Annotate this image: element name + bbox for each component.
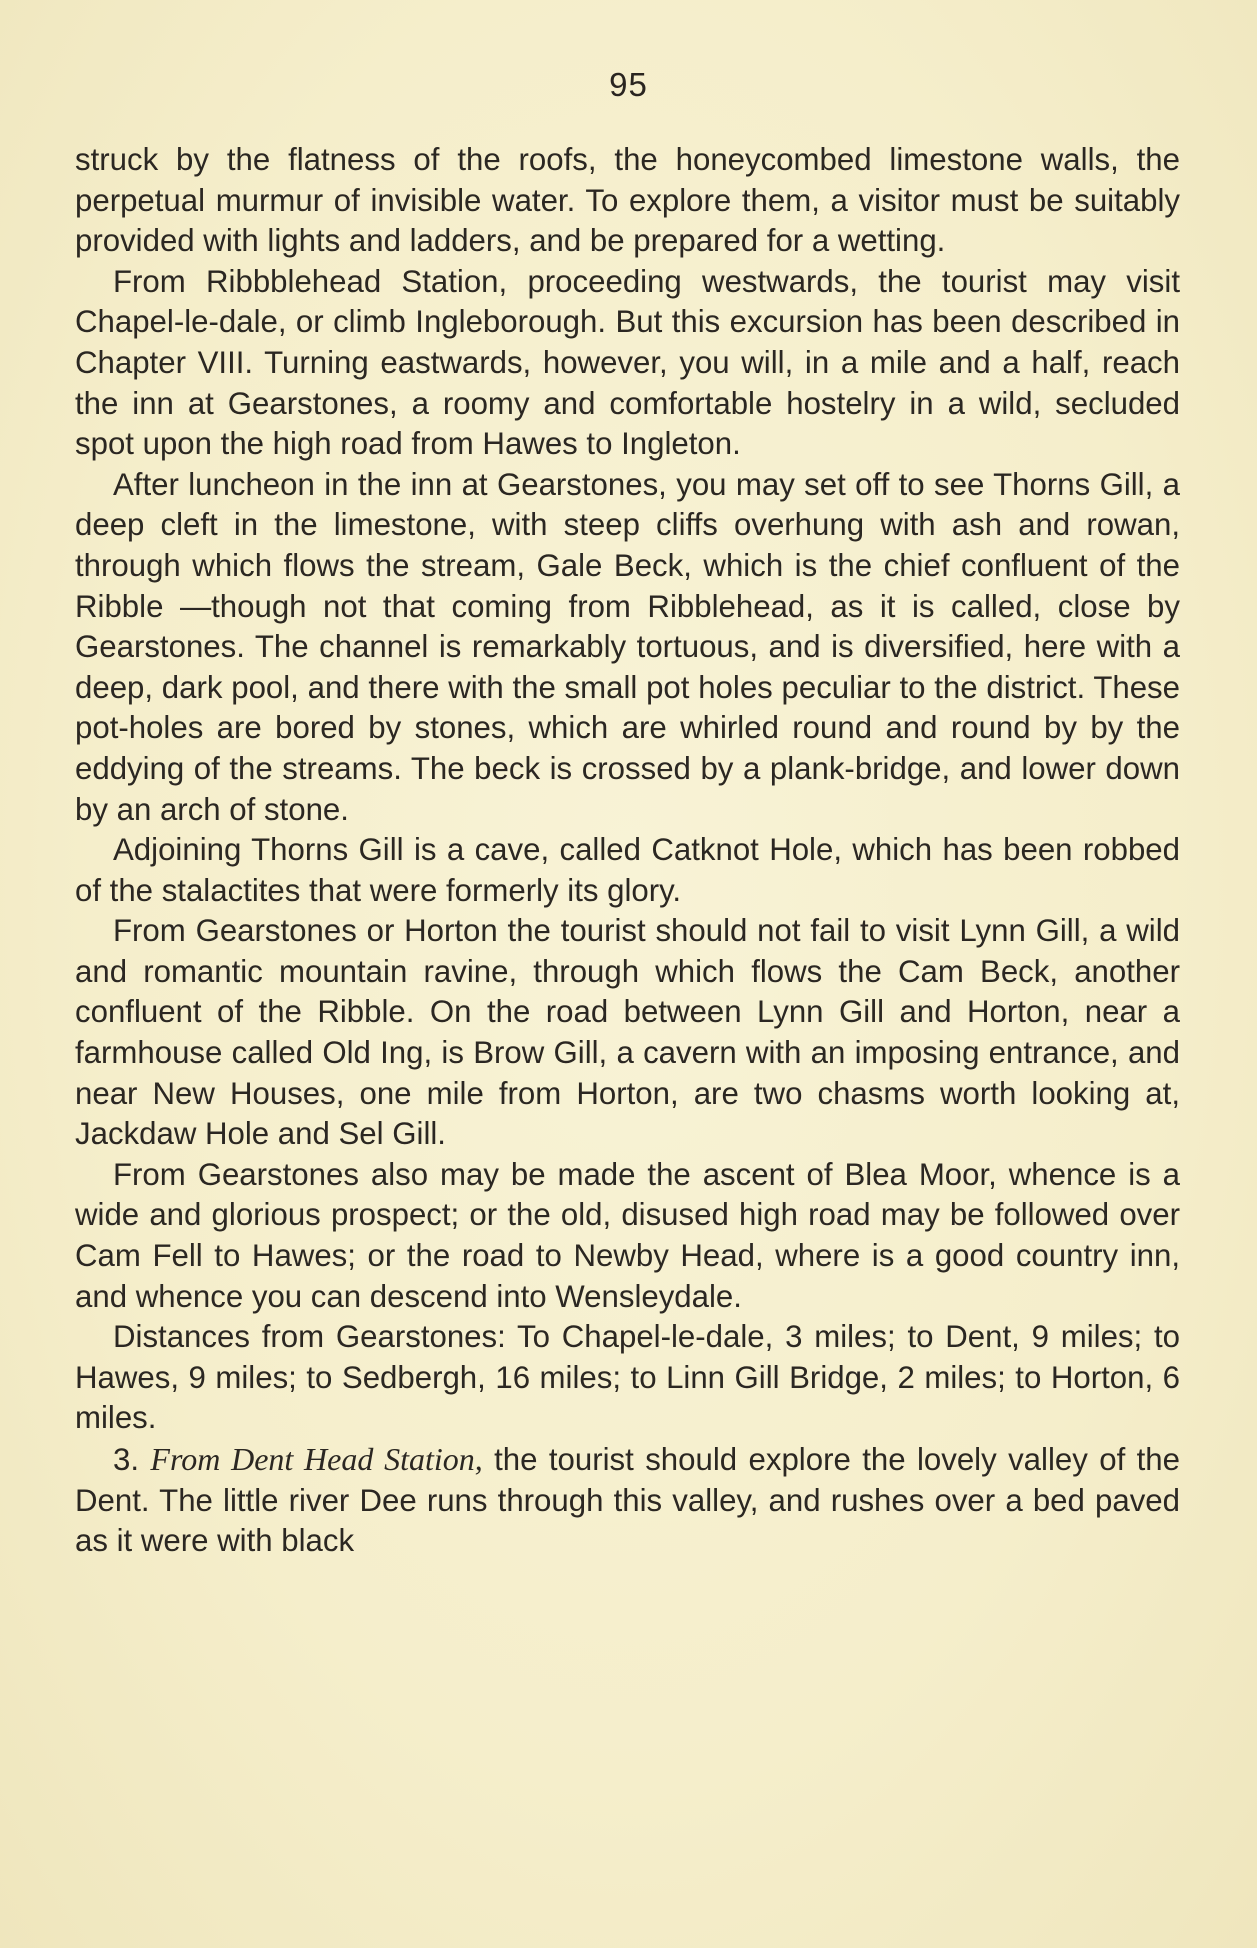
section-heading-italic: From Dent Head Station, (150, 1441, 483, 1477)
page-number: 95 (609, 66, 648, 103)
paragraph-4: Adjoining Thorns Gill is a cave, called Catknot Hole, which has been robbed of the stalactites that were formerly its glory. (75, 832, 1180, 908)
paragraph-8-text: the tourist should explore the lovely valley of the Dent. The little river Dee runs through this valley, and rushes over a bed paved as it were with black (75, 1442, 1180, 1559)
paragraph-1: struck by the flatness of the roofs, the honeycombed limestone walls, the perpetual murmur of invisible water. To explore them, a visitor must be suitably provided with lights and ladders, and be prepared for a wetting. (75, 142, 1180, 259)
paragraph-7: Distances from Gearstones: To Chapel-le-dale, 3 miles; to Dent, 9 miles; to Hawes, 9 miles; to Sedbergh, 16 miles; to Linn Gill Bridge, 2 miles; to Horton, 6 miles. (75, 1319, 1180, 1436)
body-text (75, 140, 1180, 1562)
paragraph-6: From Gearstones also may be made the ascent of Blea Moor, whence is a wide and glorious prospect; or the old, disused high road may be followed over Cam Fell to Hawes; or the road to Newby Head, where is a good country inn, and whence you can descend into Wensleydale. (75, 1156, 1180, 1314)
paragraph-8 (75, 1439, 1180, 1562)
paragraph-2: From Ribbblehead Station, proceeding westwards, the tourist may visit Chapel-le-dale, or climb Ingleborough. But this excursion has been described in Chapter VIII. Turning eastwards, however, you will, in a mile and a half, reach the inn at Gearstones, a roomy and comfortable hostelry in a wild, secluded spot upon the high road from Hawes to Ingleton. (75, 263, 1180, 462)
paragraph-5: From Gearstones or Horton the tourist should not fail to visit Lynn Gill, a wild and romantic mountain ravine, through which flows the Cam Beck, another confluent of the Ribble. On the road between Lynn Gill and Horton, near a farmhouse called Old Ing, is Brow Gill, a cavern with an imposing entrance, and near New Houses, one mile from Horton, are two chasms worth looking at, Jackdaw Hole and Sel Gill. (75, 913, 1180, 1152)
section-number: 3. (113, 1442, 140, 1477)
paragraph-3: After luncheon in the inn at Gearstones, you may set off to see Thorns Gill, a deep cleft in the limestone, with steep cliffs overhung with ash and rowan, through which flows the stream, Gale Beck, which is the chief confluent of the Ribble —though not that coming from Ribblehead, as it is called, close by Gearstones. The channel is remarkably tortuous, and is diversified, here with a deep, dark pool, and there with the small pot holes peculiar to the district. These pot-holes are bored by stones, which are whirled round and round by by the eddying of the streams. The beck is crossed by a plank-bridge, and lower down by an arch of stone. (75, 466, 1180, 827)
